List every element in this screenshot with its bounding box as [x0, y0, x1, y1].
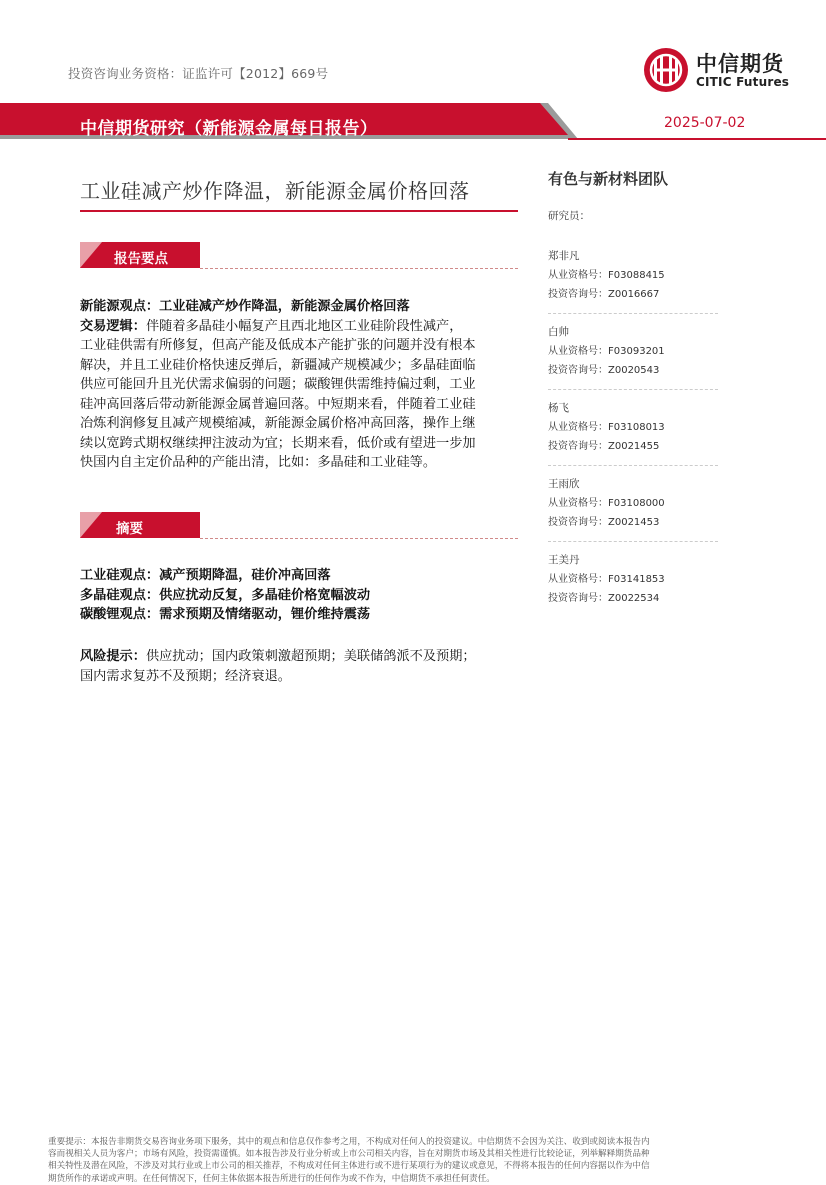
researcher-card [548, 552, 718, 608]
logo-cn-text: 中信期货 [696, 52, 784, 76]
section-header-summary [80, 512, 518, 540]
title-underline [80, 210, 518, 212]
researcher-advisory: 投资咨询号：Z0022534 [548, 593, 660, 604]
viewpoint-line [80, 297, 520, 317]
researcher-advisory: 投资咨询号：Z0021453 [548, 517, 660, 528]
citic-logo-icon [642, 46, 690, 94]
section-header-key-points [80, 242, 518, 270]
researcher-name: 王美丹 [548, 554, 580, 566]
researcher-name: 郑非凡 [548, 250, 580, 262]
section-label-key-points: 报告要点 [114, 251, 168, 267]
disclaimer-line: 重要提示：本报告非期货交易咨询业务项下服务，其中的观点和信息仅作参考之用，不构成对任何人的投资建议。中信期货不会因为关注、收到或阅读本报告内 [48, 1137, 650, 1147]
researcher-name: 杨飞 [548, 402, 569, 414]
researcher-advisory: 投资咨询号：Z0020543 [548, 365, 660, 376]
report-date: 2025-07-02 [664, 115, 746, 131]
logo-en-text: CITIC Futures [696, 75, 790, 89]
risk-block [80, 647, 520, 686]
summary-label: 工业硅观点： [80, 568, 160, 583]
disclaimer-line: 相关特性及潜在风险，不涉及对其行业或上市公司的相关推荐，不构成对任何主体进行或不进行某项行为的建议或意见，不得将本报告的任何内容据以作为中信 [48, 1161, 650, 1172]
summary-item [80, 605, 520, 625]
logic-line: 冶炼利润修复且减产规模缩减，新能源金属价格冲高回落，操作上继 [80, 416, 476, 431]
researcher-license: 从业资格号：F03108013 [548, 422, 665, 433]
logic-line: 硅冲高回落后带动新能源金属普遍回落。中短期来看，伴随着工业硅 [80, 396, 476, 412]
researcher-divider [548, 541, 718, 542]
viewpoint-block [80, 297, 520, 473]
researcher-name: 王雨欣 [548, 478, 580, 490]
researcher-divider [548, 313, 718, 314]
risk-line: 国内需求复苏不及预期；经济衰退。 [80, 668, 291, 684]
section-dashed-rule [200, 538, 518, 539]
logic-text: 伴随着多晶硅小幅复产且西北地区工业硅阶段性减产， [145, 318, 463, 334]
risk-text: 供应扰动；国内政策刺激超预期；美联储鸽派不及预期； [145, 649, 476, 664]
researcher-advisory: 投资咨询号：Z0021455 [548, 441, 660, 452]
team-title: 有色与新材料团队 [548, 170, 669, 188]
researcher-card [548, 324, 718, 380]
researcher-card [548, 400, 718, 456]
researcher-license: 从业资格号：F03141853 [548, 574, 665, 585]
section-dashed-rule [200, 268, 518, 269]
researcher-card [548, 248, 718, 304]
summary-item [80, 586, 520, 606]
citic-futures-logo [642, 46, 802, 94]
disclaimer-line: 容而视相关人员为客户；市场有风险，投资需谨慎。如本报告涉及行业分析或上市公司相关内容，旨在对期货市场及其相关性进行比较论证，列举解释期货品种 [48, 1149, 650, 1160]
logic-line: 快国内自主定价品种的产能出清，比如：多晶硅和工业硅等。 [80, 455, 437, 470]
researcher-license: 从业资格号：F03108000 [548, 498, 665, 509]
risk-line [80, 647, 520, 667]
logic-label: 交易逻辑： [80, 318, 146, 334]
viewpoint-label: 新能源观点： [80, 299, 160, 314]
logic-line: 供应可能回升且光伏需求偏弱的问题；碳酸锂供需维持偏过剩，工业 [80, 377, 476, 392]
summary-text: 供应扰动反复，多晶硅价格宽幅波动 [159, 587, 371, 603]
logic-line: 解决，并且工业硅价格快速反弹后，新疆减产规模减少；多晶硅面临 [80, 357, 476, 373]
section-label-summary: 摘要 [116, 521, 143, 537]
viewpoint-text: 工业硅减产炒作降温，新能源金属价格回落 [159, 299, 410, 314]
researcher-divider [548, 465, 718, 466]
logic-line [80, 317, 520, 337]
banner-title: 中信期货研究（新能源金属每日报告） [80, 119, 378, 139]
researcher-advisory: 投资咨询号：Z0016667 [548, 289, 660, 300]
summary-item [80, 566, 520, 586]
researchers-label: 研究员： [548, 210, 590, 222]
summary-text: 需求预期及情绪驱动，锂价维持震荡 [159, 607, 371, 622]
summary-label: 多晶硅观点： [80, 587, 160, 603]
report-title: 工业硅减产炒作降温，新能源金属价格回落 [80, 179, 470, 203]
summary-text: 减产预期降温，硅价冲高回落 [159, 568, 331, 583]
report-banner [0, 103, 826, 143]
researcher-license: 从业资格号：F03088415 [548, 270, 665, 281]
researcher-card [548, 476, 718, 532]
logic-line: 续以宽跨式期权继续押注波动为宜；长期来看，低价或有望进一步加 [80, 435, 476, 451]
disclaimer [48, 1136, 780, 1185]
researcher-name: 白帅 [548, 326, 569, 338]
researcher-license: 从业资格号：F03093201 [548, 346, 665, 357]
summary-block [80, 566, 520, 625]
disclaimer-line: 期货所作的承诺或声明。在任何情况下，任何主体依据本报告所进行的任何作为或不作为，中信期货不承担任何责任。 [48, 1173, 495, 1184]
logic-line: 工业硅供需有所修复，但高产能及低成本产能扩张的问题并没有根本 [80, 338, 476, 353]
summary-label: 碳酸锂观点： [80, 607, 160, 622]
researcher-divider [548, 389, 718, 390]
qualification-text: 投资咨询业务资格：证监许可【2012】669号 [68, 66, 329, 81]
risk-label: 风险提示： [80, 649, 146, 664]
